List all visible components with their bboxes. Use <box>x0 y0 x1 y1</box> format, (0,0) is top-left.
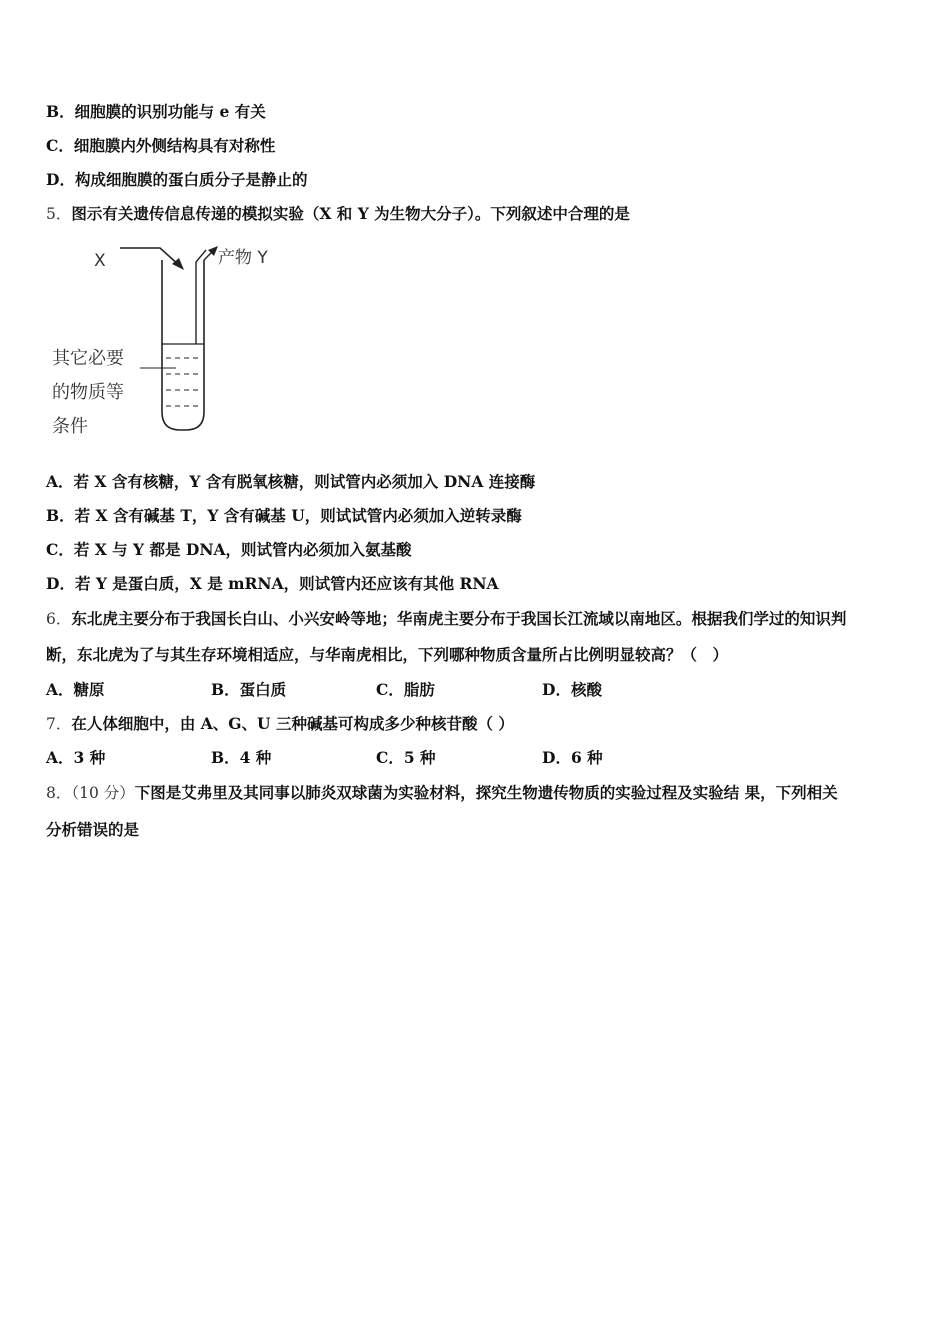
q4-option-b: B．细胞膜的识别功能与 e 有关 <box>46 102 266 121</box>
q6-stem-1: 东北虎主要分布于我国长白山、小兴安岭等地；华南虎主要分布于我国长江流域以南地区。根据我们学过的知识判 <box>71 609 847 628</box>
q8-number: 8． <box>46 784 72 802</box>
q6-stem-line-1 <box>46 609 846 629</box>
q4-option-d: D．构成细胞膜的蛋白质分子是静止的 <box>46 170 308 189</box>
q5-option-b: B．若 X 含有碱基 T，Y 含有碱基 U，则试试管内必须加入逆转录酶 <box>46 506 522 525</box>
input-arrow-line <box>120 248 180 266</box>
q8-stem-line-1 <box>46 783 838 803</box>
q7-stem-line <box>46 714 514 734</box>
diagram-label-product: 产物 Y <box>218 248 268 268</box>
q6-option-c: C．脂肪 <box>376 680 435 699</box>
diagram-label-conditions-1: 其它必要 <box>52 348 124 369</box>
q5-stem-line <box>46 204 630 224</box>
q6-option-d: D．核酸 <box>542 680 602 699</box>
q6-number: 6． <box>46 610 72 628</box>
q7-option-b: B．4 种 <box>211 748 272 767</box>
diagram-label-x: X <box>94 251 106 271</box>
q4-option-c: C．细胞膜内外侧结构具有对称性 <box>46 136 276 155</box>
q6-option-b: B．蛋白质 <box>211 680 287 699</box>
q5-number: 5． <box>46 205 72 223</box>
q5-option-a: A．若 X 含有核糖，Y 含有脱氧核糖，则试管内必须加入 DNA 连接酶 <box>46 472 536 491</box>
q8-score: （10 分） <box>71 784 135 802</box>
diagram-label-conditions-2: 的物质等 <box>52 382 124 403</box>
q8-stem-1: 下图是艾弗里及其同事以肺炎双球菌为实验材料，探究生物遗传物质的实验过程及实验结 果，下列相关 <box>134 783 838 802</box>
q6-stem-line-2: 断，东北虎为了与其生存环境相适应，与华南虎相比，下列哪种物质含量所占比例明显较高？（ ） <box>46 645 729 664</box>
q7-option-c: C．5 种 <box>376 748 436 767</box>
q7-number: 7． <box>46 715 72 733</box>
q7-stem: 在人体细胞中，由 A、G、U 三种碱基可构成多少种核苷酸（ ） <box>71 714 514 733</box>
test-tube-diagram <box>50 240 290 445</box>
q5-stem: 图示有关遗传信息传递的模拟实验（X 和 Y 为生物大分子）。下列叙述中合理的是 <box>71 204 630 223</box>
diagram-label-conditions-3: 条件 <box>52 416 88 437</box>
q5-figure-test-tube <box>50 240 290 445</box>
q5-option-c: C．若 X 与 Y 都是 DNA，则试管内必须加入氨基酸 <box>46 540 412 559</box>
q8-stem-line-2: 分析错误的是 <box>46 820 140 839</box>
q5-option-d: D．若 Y 是蛋白质，X 是 mRNA，则试管内还应该有其他 RNA <box>46 574 499 593</box>
q7-option-a: A．3 种 <box>46 748 106 767</box>
tube-outline <box>162 260 204 430</box>
q7-option-d: D．6 种 <box>542 748 603 767</box>
q6-option-a: A．糖原 <box>46 680 105 699</box>
